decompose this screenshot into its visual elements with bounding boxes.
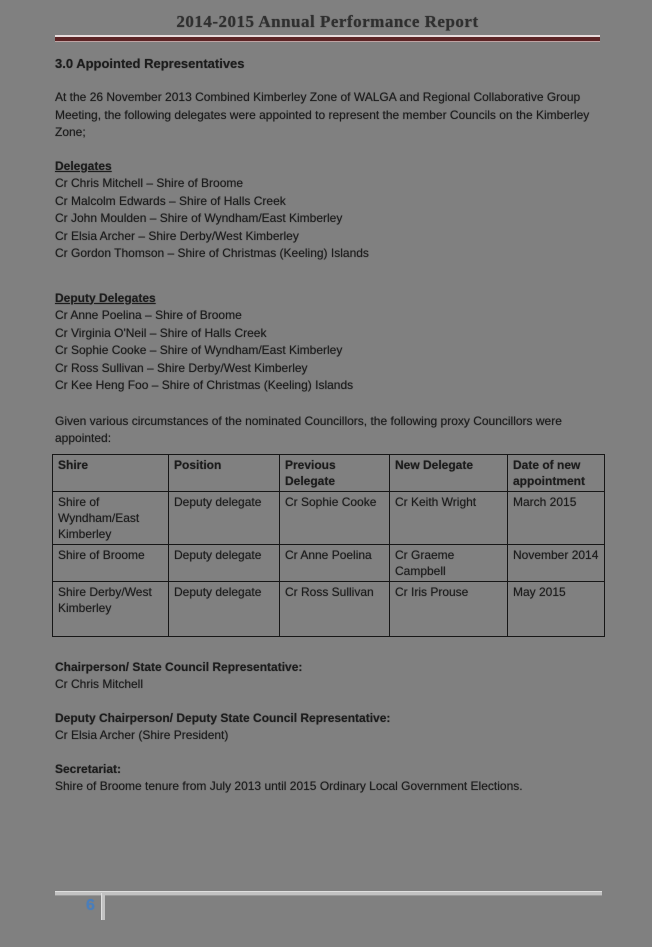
delegate-item: Cr John Moulden – Shire of Wyndham/East Kimberley — [55, 211, 343, 225]
secretariat-heading: Secretariat: — [55, 761, 122, 776]
deputy-delegate-item: Cr Ross Sullivan – Shire Derby/West Kimberley — [55, 360, 308, 375]
table-cell: Shire Derby/West Kimberley — [53, 581, 169, 636]
table-header-cell: Shire — [53, 454, 169, 491]
chairperson-heading: Chairperson/ State Council Representative: — [55, 659, 303, 674]
table-cell: May 2015 — [508, 581, 605, 636]
chairperson-block — [55, 659, 600, 694]
table-header-cell: Previous Delegate — [280, 454, 390, 491]
page-content — [55, 12, 600, 796]
table-cell: Cr Sophie Cooke — [280, 491, 390, 544]
delegates-list — [55, 158, 600, 263]
delegate-item: Cr Chris Mitchell – Shire of Broome — [55, 176, 244, 190]
table-header-cell: Date of new appointment — [508, 454, 605, 491]
table-cell: Shire of Wyndham/East Kimberley — [53, 491, 169, 544]
deputy-chairperson-heading: Deputy Chairperson/ Deputy State Council Representative: — [55, 710, 391, 725]
deputy-delegate-item: Cr Sophie Cooke – Shire of Wyndham/East Kimberley — [55, 343, 343, 357]
secretariat-block — [55, 761, 600, 796]
deputy-delegate-item: Cr Anne Poelina – Shire of Broome — [55, 308, 242, 322]
table-cell: Deputy delegate — [169, 581, 280, 636]
intro-paragraph: At the 26 November 2013 Combined Kimberley Zone of WALGA and Regional Collaborative Group Meeting, the following delegates were appointed to represent the member Councils on the Kimberley Zone; — [55, 90, 590, 139]
footer-divider-tick — [101, 893, 105, 920]
footer-rule — [55, 891, 602, 896]
deputy-delegate-item: Cr Kee Heng Foo – Shire of Christmas (Keeling) Islands — [55, 378, 354, 392]
page-number: 6 — [86, 897, 95, 914]
title-rule-divider — [55, 35, 600, 42]
table-cell: Deputy delegate — [169, 544, 280, 581]
table-cell: March 2015 — [508, 491, 605, 544]
delegates-heading: Delegates — [55, 158, 112, 173]
table-cell: Cr Keith Wright — [390, 491, 508, 544]
deputy-delegates-heading: Deputy Delegates — [55, 290, 156, 305]
deputy-chairperson-block — [55, 710, 600, 745]
table-cell: Cr Anne Poelina — [280, 544, 390, 581]
table-header-row — [53, 454, 605, 491]
table-row — [53, 544, 605, 581]
table-cell: Cr Iris Prouse — [390, 581, 508, 636]
appointments-table — [52, 454, 605, 637]
deputy-delegate-item: Cr Virginia O'Neil – Shire of Halls Creek — [55, 325, 267, 340]
table-cell: Deputy delegate — [169, 491, 280, 544]
chairperson-name: Cr Chris Mitchell — [55, 677, 144, 691]
table-cell: Cr Ross Sullivan — [280, 581, 390, 636]
delegate-item: Cr Malcolm Edwards – Shire of Halls Creek — [55, 193, 286, 208]
report-title: 2014-2015 Annual Performance Report — [176, 12, 479, 31]
table-cell: Shire of Broome — [53, 544, 169, 581]
delegate-item: Cr Gordon Thomson – Shire of Christmas (Keeling) Islands — [55, 246, 369, 260]
table-header-cell: Position — [169, 454, 280, 491]
deputy-delegates-list — [55, 290, 600, 395]
table-row — [53, 581, 605, 636]
proxy-paragraph: Given various circumstances of the nominated Councillors, the following proxy Councillors were appointed: — [55, 413, 562, 445]
table-row — [53, 491, 605, 544]
section-heading: 3.0 Appointed Representatives — [55, 56, 245, 71]
table-cell: November 2014 — [508, 544, 605, 581]
table-header-cell: New Delegate — [390, 454, 508, 491]
table-cell: Cr Graeme Campbell — [390, 544, 508, 581]
delegate-item: Cr Elsia Archer – Shire Derby/West Kimberley — [55, 228, 299, 243]
secretariat-text: Shire of Broome tenure from July 2013 until 2015 Ordinary Local Government Elections. — [55, 779, 523, 793]
deputy-chairperson-name: Cr Elsia Archer (Shire President) — [55, 728, 229, 742]
